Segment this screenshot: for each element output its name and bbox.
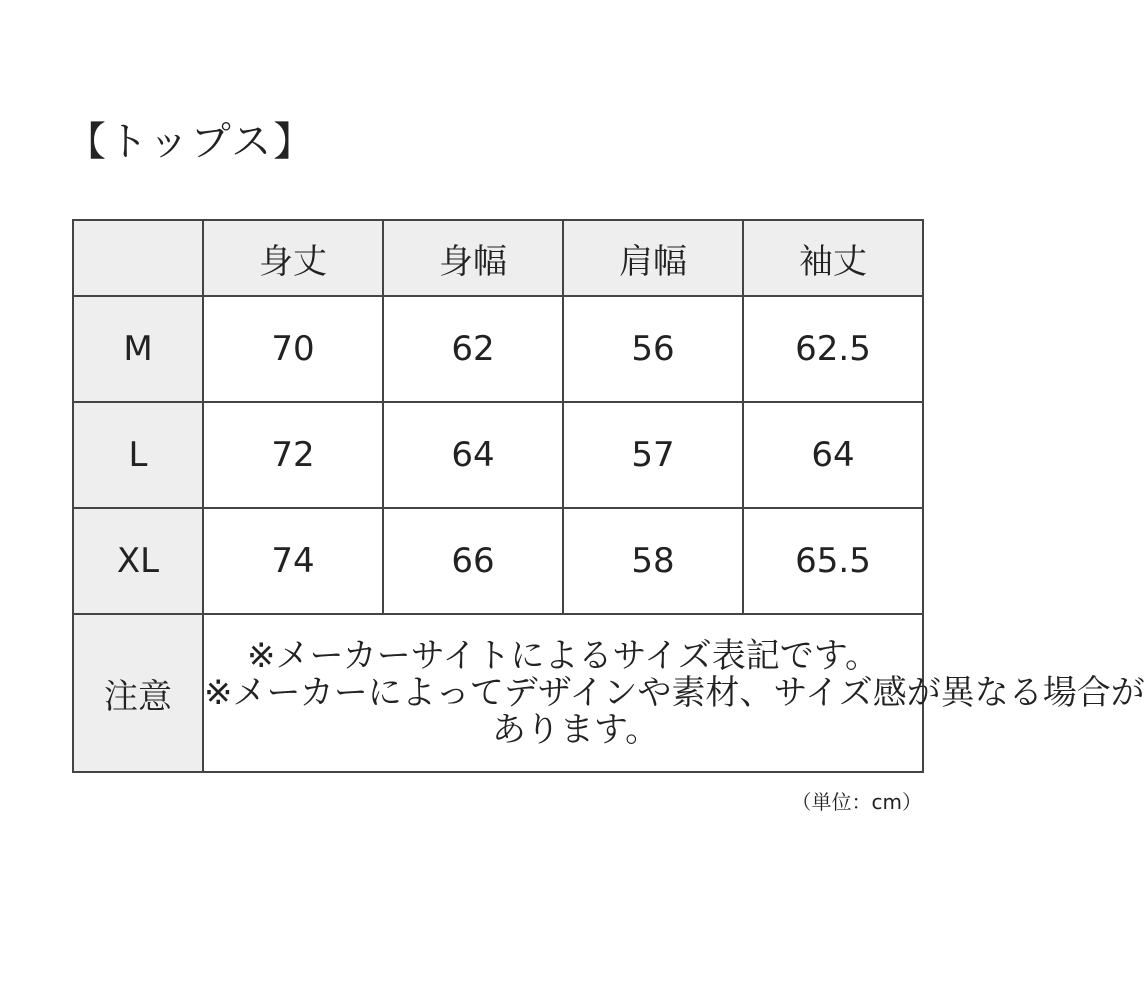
row-header-size: XL [73, 508, 203, 614]
table-cell: 57 [563, 402, 743, 508]
note-line: ※メーカーサイトによるサイズ表記です。 [247, 635, 879, 676]
notes-cell [203, 614, 1145, 772]
size-table [72, 219, 1145, 773]
table-row [73, 296, 923, 402]
table-cell: 72 [203, 402, 383, 508]
notes-row [73, 614, 923, 772]
table-row [73, 402, 923, 508]
table-row [73, 508, 923, 614]
table-cell: 56 [563, 296, 743, 402]
table-cell: 70 [203, 296, 383, 402]
corner-cell [73, 220, 203, 296]
column-header-shoulder-width: 肩幅 [563, 220, 743, 296]
table-cell: 64 [383, 402, 563, 508]
table-cell: 62 [383, 296, 563, 402]
row-header-size: M [73, 296, 203, 402]
note-line: ※メーカーによってデザインや素材、サイズ感が異なる場合が [204, 672, 1145, 713]
table-cell: 64 [743, 402, 923, 508]
unit-label: （単位：cm） [791, 790, 922, 814]
table-cell: 74 [203, 508, 383, 614]
column-header-body-length: 身丈 [203, 220, 383, 296]
table-cell: 65.5 [743, 508, 923, 614]
table-cell: 66 [383, 508, 563, 614]
header-row [73, 220, 923, 296]
table-cell: 62.5 [743, 296, 923, 402]
table-cell: 58 [563, 508, 743, 614]
column-header-body-width: 身幅 [383, 220, 563, 296]
column-header-sleeve-length: 袖丈 [743, 220, 923, 296]
row-header-size: L [73, 402, 203, 508]
note-line-continuation: あります。 [491, 709, 660, 750]
page-title: 【トップス】 [66, 119, 316, 165]
notes-label: 注意 [73, 614, 203, 772]
